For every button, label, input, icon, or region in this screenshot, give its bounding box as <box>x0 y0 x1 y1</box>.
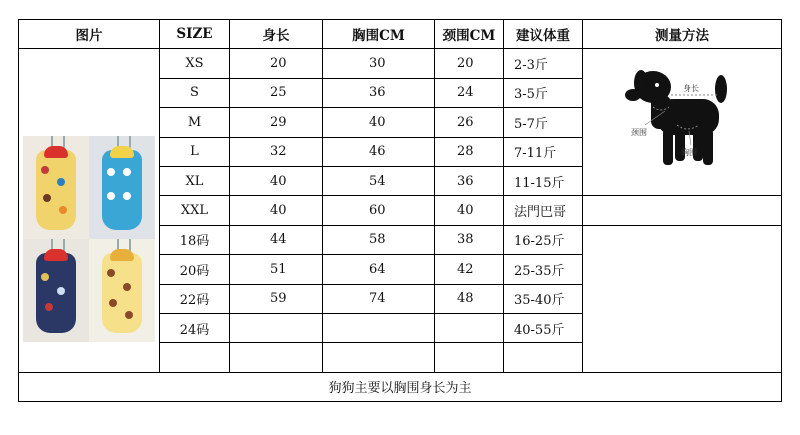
cell-neck: 38 <box>435 225 504 254</box>
cell-body-length: 40 <box>230 166 323 195</box>
product-photos-cell <box>19 49 160 372</box>
cell-neck: 40 <box>435 196 504 225</box>
cell-size: 24码 <box>160 313 230 342</box>
diagram-label-neck: 颈围 <box>631 128 647 138</box>
cell-size <box>160 343 230 372</box>
footer-note: 狗狗主要以胸围身长为主 <box>19 372 782 401</box>
header-size: SIZE <box>160 20 230 49</box>
cell-chest <box>323 343 435 372</box>
cell-neck: 42 <box>435 255 504 284</box>
header-weight: 建议体重 <box>504 20 583 49</box>
product-photo-navy <box>23 239 89 342</box>
cell-chest: 74 <box>323 284 435 313</box>
footer-row <box>19 372 782 401</box>
cell-weight: 16-25斤 <box>504 225 583 254</box>
cell-chest: 54 <box>323 166 435 195</box>
cell-chest: 46 <box>323 137 435 166</box>
header-chest: 胸围CM <box>323 20 435 49</box>
product-photo-red <box>23 136 89 239</box>
cell-body-length: 51 <box>230 255 323 284</box>
dog-measure-diagram <box>617 55 747 185</box>
header-row <box>19 20 782 49</box>
cell-size: 20码 <box>160 255 230 284</box>
cell-body-length: 44 <box>230 225 323 254</box>
cell-size: 18码 <box>160 225 230 254</box>
cell-weight: 2-3斤 <box>504 49 583 78</box>
cell-weight: 40-55斤 <box>504 313 583 342</box>
header-neck: 颈围CM <box>435 20 504 49</box>
cell-weight: 5-7斤 <box>504 108 583 137</box>
cell-body-length <box>230 343 323 372</box>
cell-size: M <box>160 108 230 137</box>
cell-weight: 11-15斤 <box>504 166 583 195</box>
cell-size: XL <box>160 166 230 195</box>
diagram-label-body: 身长 <box>683 84 699 94</box>
cell-weight: 法門巴哥 <box>504 196 583 225</box>
cell-body-length: 59 <box>230 284 323 313</box>
cell-chest: 36 <box>323 78 435 107</box>
diagram-label-chest: 胸围 <box>681 148 697 158</box>
cell-chest: 58 <box>323 225 435 254</box>
cell-neck: 26 <box>435 108 504 137</box>
cell-neck <box>435 313 504 342</box>
cell-chest <box>323 313 435 342</box>
cell-weight: 35-40斤 <box>504 284 583 313</box>
header-method: 测量方法 <box>583 20 782 49</box>
cell-weight: 3-5斤 <box>504 78 583 107</box>
header-photo: 图片 <box>19 20 160 49</box>
cell-body-length: 29 <box>230 108 323 137</box>
cell-neck: 28 <box>435 137 504 166</box>
cell-weight: 7-11斤 <box>504 137 583 166</box>
cell-weight: 25-35斤 <box>504 255 583 284</box>
product-photo-grid <box>23 136 155 342</box>
method-empty-block <box>583 225 782 372</box>
cell-size: L <box>160 137 230 166</box>
cell-neck <box>435 343 504 372</box>
size-chart <box>18 19 781 423</box>
cell-neck: 24 <box>435 78 504 107</box>
cell-neck: 20 <box>435 49 504 78</box>
header-body-length: 身长 <box>230 20 323 49</box>
cell-body-length: 40 <box>230 196 323 225</box>
cell-chest: 64 <box>323 255 435 284</box>
cell-chest: 40 <box>323 108 435 137</box>
cell-neck: 48 <box>435 284 504 313</box>
cell-body-length: 32 <box>230 137 323 166</box>
cell-size: 22码 <box>160 284 230 313</box>
cell-size: S <box>160 78 230 107</box>
cell-body-length: 25 <box>230 78 323 107</box>
cell-neck: 36 <box>435 166 504 195</box>
product-photo-yellow <box>89 239 155 342</box>
method-empty-cell <box>583 196 782 225</box>
cell-chest: 30 <box>323 49 435 78</box>
cell-size: XS <box>160 49 230 78</box>
cell-size: XXL <box>160 196 230 225</box>
cell-weight <box>504 343 583 372</box>
size-table <box>18 19 782 402</box>
cell-body-length: 20 <box>230 49 323 78</box>
table-row <box>19 49 782 78</box>
product-photo-blue <box>89 136 155 239</box>
cell-chest: 60 <box>323 196 435 225</box>
cell-body-length <box>230 313 323 342</box>
measure-diagram-cell <box>583 49 782 196</box>
